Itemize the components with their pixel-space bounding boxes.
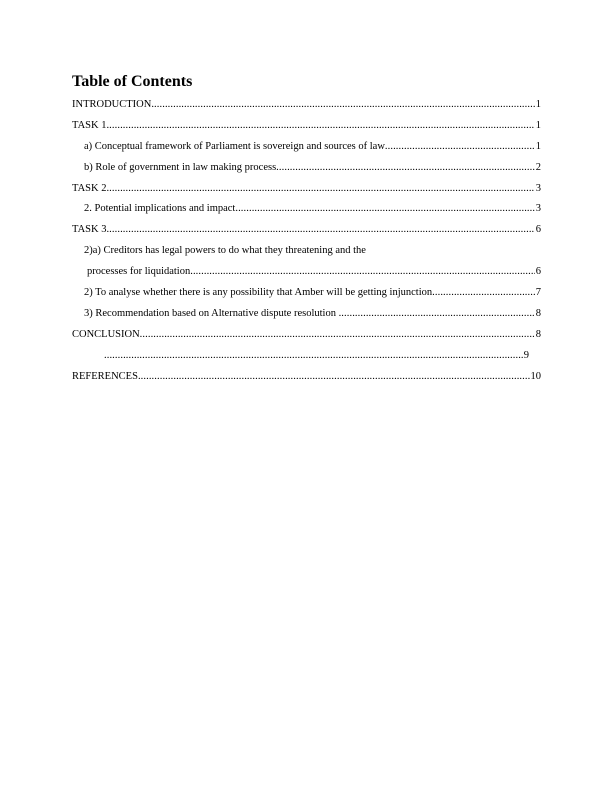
toc-entry-label: INTRODUCTION [72,99,152,110]
toc-entry-label: 2) To analyse whether there is any possibility that Amber will be getting injunction [84,287,433,299]
toc-entry-page: 1 [535,99,541,110]
toc-dot-leader [432,286,535,300]
toc-entry-untitled[interactable] [72,349,529,370]
toc-entry-task-3[interactable] [72,223,541,244]
toc-entry-page: 1 [535,140,541,152]
toc-dot-leader [385,140,535,154]
toc-entry-page: 10 [530,370,541,382]
toc-title: Table of Contents [72,73,193,90]
toc-list [72,98,541,390]
toc-dot-leader [235,202,534,216]
toc-entry-page: 6 [535,266,541,278]
toc-entry-task-1a[interactable] [72,140,541,161]
toc-dot-leader [276,161,535,175]
toc-entry-page: 8 [535,328,541,340]
toc-entry-page: 7 [535,287,541,299]
toc-entry-label: TASK 1 [72,119,107,131]
toc-entry-introduction[interactable] [72,98,541,119]
toc-entry-task-2[interactable] [72,182,541,203]
toc-entry-label: b) Role of government in law making process [84,161,277,173]
toc-entry-page: 8 [535,307,541,319]
toc-entry-creditors-line-1[interactable]: 2)a) Creditors has legal powers to do what they threatening and the [84,245,366,257]
toc-entry-references[interactable] [72,370,541,391]
toc-entry-label: TASK 3 [72,224,107,236]
toc-entry-page: 2 [535,161,541,173]
toc-entry-label: REFERENCES [72,370,138,382]
toc-dot-leader [339,307,535,321]
toc-entry-injunction[interactable] [72,286,541,307]
toc-entry-task-2-implications[interactable] [72,202,541,223]
toc-entry-creditors[interactable] [72,265,541,286]
toc-entry-page: 3 [535,182,541,194]
toc-dot-leader [106,119,534,133]
toc-dot-leader [104,349,523,363]
toc-dot-leader [138,370,530,384]
toc-entry-label: processes for liquidation [87,266,191,278]
toc-entry-page: 1 [535,119,541,131]
toc-entry-label: TASK 2 [72,182,107,194]
toc-entry-conclusion[interactable] [72,328,541,349]
toc-entry-page: 9 [523,349,529,361]
toc-dot-leader [106,182,534,196]
toc-dot-leader [190,265,535,279]
toc-entry-label: 3) Recommendation based on Alternative dispute resolution [84,307,339,319]
toc-dot-leader [140,328,535,342]
toc-entry-task-1[interactable] [72,119,541,140]
toc-entry-adr-recommendation[interactable] [72,307,541,328]
toc-entry-page: 6 [535,224,541,236]
toc-entry-label: CONCLUSION [72,328,140,340]
toc-entry-label: 2. Potential implications and impact [84,203,236,215]
toc-entry-label: a) Conceptual framework of Parliament is sovereign and sources of law [84,140,385,152]
toc-dot-leader [151,98,534,112]
toc-entry-task-1b[interactable] [72,161,541,182]
toc-dot-leader [106,223,534,237]
toc-entry-page: 3 [535,203,541,215]
